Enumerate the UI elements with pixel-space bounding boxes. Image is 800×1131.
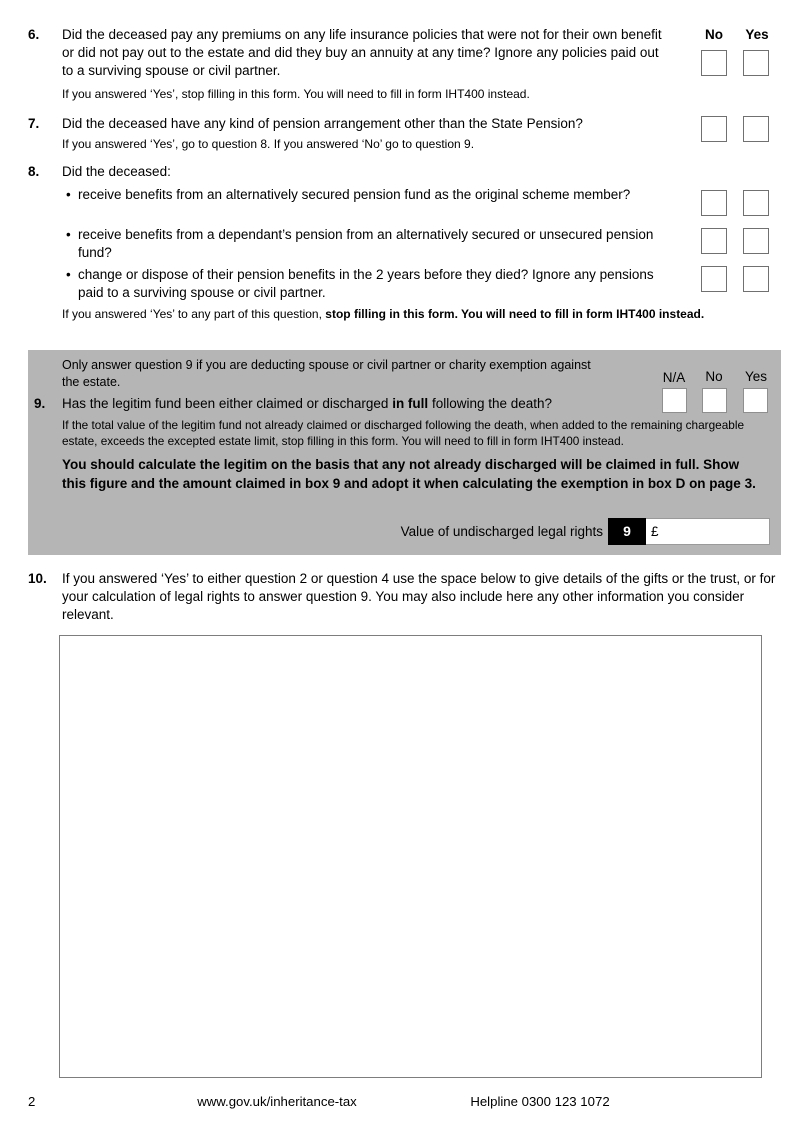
q9-instruction: You should calculate the legitim on the basis that any not already discharged will be claimed in full. Show this figure and the amount claimed in box 9 and adopt it when calculating the exemption in box D on page 3. xyxy=(62,457,756,491)
footer-website: www.gov.uk/inheritance-tax xyxy=(197,1094,357,1109)
q8-text: Did the deceased: xyxy=(62,164,171,179)
legal-rights-label: Value of undischarged legal rights xyxy=(400,524,603,539)
q7-number: 7. xyxy=(28,116,40,131)
q6-no-checkbox[interactable] xyxy=(701,50,727,76)
q6-text: Did the deceased pay any premiums on any life insurance policies that were not for their own benefit or did not pay out to the estate and did they buy an annuity at any time? Ignore any policies paid out to a surviving spouse or civil partner. xyxy=(62,27,662,78)
q10-text: If you answered ‘Yes’ to either question 2 or question 4 use the space below to give details of the gifts or the trust, or for your calculation of legal rights to answer question 9. You may also include here any other information you consider relevant. xyxy=(62,571,776,622)
q10-details-box[interactable] xyxy=(59,635,762,1078)
q8-bullet-3-text: change or dispose of their pension benefits in the 2 years before they died? Ignore any pensions paid to a surviving spouse or civil partner. xyxy=(78,267,654,300)
page-number: 2 xyxy=(28,1094,36,1109)
q7-text: Did the deceased have any kind of pension arrangement other than the State Pension? xyxy=(62,116,583,131)
q9-yes-column-header: Yes xyxy=(744,369,768,384)
q8-hint xyxy=(62,306,712,323)
q8-bullet-2-text: receive benefits from a dependant’s pension from an alternatively secured or unsecured pension fund? xyxy=(78,227,654,260)
q8-bullet-3-no-checkbox[interactable] xyxy=(701,266,727,292)
q10-number: 10. xyxy=(28,571,47,586)
q8-bullet-1-text: receive benefits from an alternatively secured pension fund as the original scheme member? xyxy=(78,187,631,202)
q8-bullet-1 xyxy=(66,186,658,204)
q8-bullet-2-yes-checkbox[interactable] xyxy=(743,228,769,254)
q9-intro: Only answer question 9 if you are deducting spouse or civil partner or charity exemption against the estate. xyxy=(62,358,591,389)
q9-number: 9. xyxy=(34,396,46,411)
yes-column-header: Yes xyxy=(745,27,769,42)
no-column-header: No xyxy=(705,27,723,42)
q8-bullet-3-yes-checkbox[interactable] xyxy=(743,266,769,292)
q7-no-checkbox[interactable] xyxy=(701,116,727,142)
q7-hint: If you answered ‘Yes’, go to question 8. If you answered ‘No’ go to question 9. xyxy=(62,137,475,151)
q8-bullet-2 xyxy=(66,226,678,262)
q6-yes-checkbox[interactable] xyxy=(743,50,769,76)
q9-text-after: following the death? xyxy=(428,396,553,411)
q8-bullet-2-no-checkbox[interactable] xyxy=(701,228,727,254)
q7-yes-checkbox[interactable] xyxy=(743,116,769,142)
q8-number: 8. xyxy=(28,164,40,179)
q9-yes-checkbox[interactable] xyxy=(743,388,768,413)
q9-no-checkbox[interactable] xyxy=(702,388,727,413)
q8-hint-normal: If you answered ‘Yes’ to any part of this question, xyxy=(62,307,326,321)
q8-bullet-1-no-checkbox[interactable] xyxy=(701,190,727,216)
footer-helpline: Helpline 0300 123 1072 xyxy=(470,1094,610,1109)
q9-na-checkbox[interactable] xyxy=(662,388,687,413)
q6-number: 6. xyxy=(28,27,40,42)
q9-text-bold: in full xyxy=(392,396,429,411)
q6-hint: If you answered ‘Yes’, stop filling in this form. You will need to fill in form IHT400 instead. xyxy=(62,87,530,101)
q8-hint-bold: stop filling in this form. You will need to fill in form IHT400 instead. xyxy=(325,307,705,321)
q9-hint: If the total value of the legitim fund not already claimed or discharged following the death, when added to the remaining chargeable estate, exceeds the excepted estate limit, stop filling in this form. You will need to fill in form IHT400 instead. xyxy=(62,418,745,448)
legal-rights-value-field[interactable] xyxy=(646,518,770,545)
legal-rights-box-number: 9 xyxy=(608,518,646,545)
q9-text-before: Has the legitim fund been either claimed or discharged xyxy=(62,396,393,411)
q8-bullet-1-yes-checkbox[interactable] xyxy=(743,190,769,216)
q8-bullet-3 xyxy=(66,266,678,302)
q9-text xyxy=(62,395,642,413)
pound-sign: £ xyxy=(651,524,659,539)
na-column-header: N/A xyxy=(662,370,686,385)
q9-no-column-header: No xyxy=(705,369,723,384)
